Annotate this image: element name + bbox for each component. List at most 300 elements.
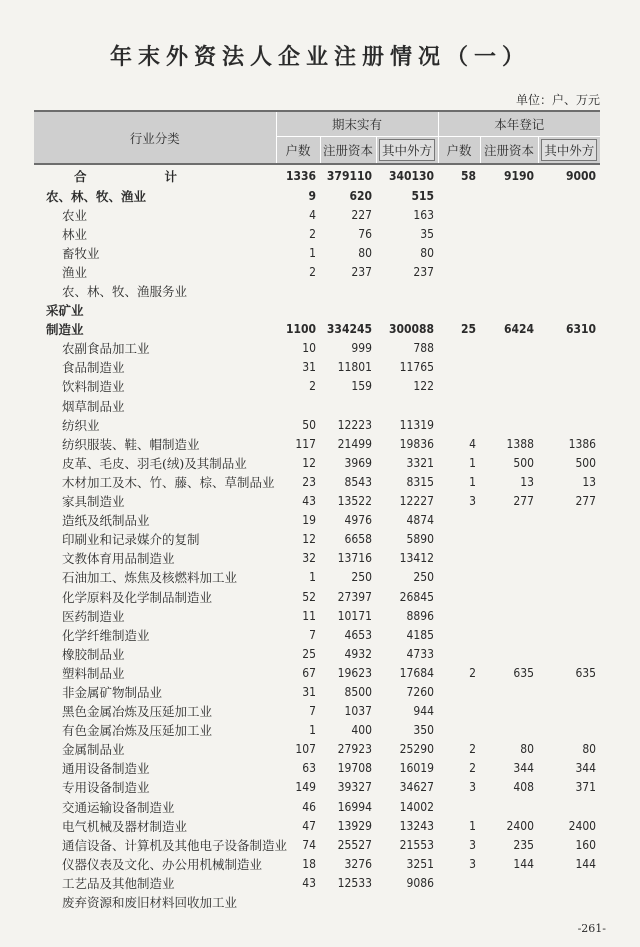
foreign-new-cell: 344: [575, 761, 597, 776]
foreign-new-cell: [538, 377, 600, 396]
capital-new-cell: [480, 606, 538, 625]
industry-name: 农、林、牧、渔服务业: [62, 284, 188, 300]
industry-name: 造纸及纸制品业: [62, 513, 150, 529]
households-new-cell: [438, 702, 480, 721]
capital-new-cell: 1388: [506, 436, 535, 451]
capital-new-cell: 9190: [503, 168, 535, 183]
table-row: [34, 281, 600, 300]
industry-name: 橡胶制品业: [62, 646, 125, 662]
header-this-year: 本年登记: [438, 111, 600, 137]
households-new-cell: [438, 243, 480, 262]
table-row: [34, 472, 600, 491]
registration-table: [34, 110, 600, 912]
header-period-end: 期末实有: [276, 111, 438, 137]
households-new-cell: [438, 262, 480, 281]
foreign-end-cell: 5890: [406, 532, 435, 547]
capital-end-cell: [320, 396, 376, 415]
foreign-new-cell: [538, 625, 600, 644]
foreign-new-cell: 635: [575, 665, 597, 680]
capital-end-cell: 227: [351, 207, 372, 222]
households-new-cell: 3: [469, 494, 477, 509]
industry-name: 皮革、毛皮、羽毛(绒)及其制品业: [62, 455, 247, 471]
industry-name: 金属制品业: [62, 742, 125, 758]
header-industry: 行业分类: [34, 111, 276, 164]
table-row: [34, 453, 600, 472]
capital-new-cell: [480, 281, 538, 300]
capital-end-cell: 76: [358, 226, 372, 241]
households-new-cell: 1: [469, 455, 477, 470]
foreign-new-cell: [538, 281, 600, 300]
foreign-new-cell: [538, 530, 600, 549]
foreign-new-cell: 371: [575, 780, 597, 795]
foreign-end-cell: 300088: [388, 322, 435, 337]
households-new-cell: 2: [469, 665, 477, 680]
foreign-end-cell: 8896: [406, 608, 435, 623]
foreign-end-cell: 26845: [399, 589, 435, 604]
capital-new-cell: [480, 549, 538, 568]
table-row: [34, 587, 600, 606]
capital-end-cell: 4932: [344, 646, 372, 661]
households-new-cell: 3: [469, 837, 477, 852]
page-title: 年末外资法人企业注册情况（一）: [109, 44, 530, 70]
header-households-1: 户数: [276, 137, 320, 165]
foreign-end-cell: 4874: [406, 513, 435, 528]
capital-end-cell: 19623: [337, 665, 372, 680]
table-row: [34, 702, 600, 721]
households-end-cell: 63: [302, 761, 316, 776]
industry-name: 化学纤维制造业: [62, 627, 150, 643]
industry-name: 合 计: [74, 168, 178, 184]
capital-new-cell: [480, 205, 538, 224]
capital-end-cell: 27397: [337, 589, 372, 604]
capital-end-cell: 13716: [337, 551, 372, 566]
capital-new-cell: [480, 530, 538, 549]
foreign-new-cell: [538, 511, 600, 530]
households-end-cell: 2: [309, 226, 316, 241]
foreign-end-cell: 944: [413, 704, 435, 719]
capital-new-cell: [480, 568, 538, 587]
foreign-end-cell: 34627: [399, 780, 435, 795]
capital-new-cell: [480, 339, 538, 358]
households-end-cell: 1336: [285, 168, 316, 183]
capital-new-cell: 500: [513, 455, 535, 470]
foreign-new-cell: 13: [582, 474, 597, 489]
table-row: [34, 377, 600, 396]
households-end-cell: 2: [309, 264, 316, 279]
industry-name: 非金属矿物制品业: [62, 684, 163, 700]
foreign-new-cell: [538, 892, 600, 911]
capital-new-cell: 2400: [506, 818, 535, 833]
households-new-cell: [438, 339, 480, 358]
capital-new-cell: [480, 377, 538, 396]
foreign-end-cell: 21553: [399, 837, 435, 852]
foreign-new-cell: [538, 396, 600, 415]
capital-new-cell: 6424: [503, 322, 535, 337]
foreign-new-cell: [538, 415, 600, 434]
industry-name: 通信设备、计算机及其他电子设备制造业: [62, 837, 288, 853]
capital-end-cell: [320, 892, 376, 911]
households-new-cell: [438, 721, 480, 740]
foreign-end-cell: 13243: [399, 818, 435, 833]
foreign-end-cell: 250: [413, 570, 435, 585]
capital-new-cell: [480, 186, 538, 205]
foreign-end-cell: 340130: [388, 168, 435, 183]
foreign-end-cell: [376, 281, 438, 300]
capital-end-cell: 21499: [337, 436, 372, 451]
capital-end-cell: 12533: [337, 875, 372, 890]
industry-name: 农业: [62, 207, 88, 223]
households-new-cell: 2: [469, 761, 477, 776]
capital-end-cell: [320, 281, 376, 300]
capital-new-cell: [480, 721, 538, 740]
households-new-cell: [438, 511, 480, 530]
industry-name: 通用设备制造业: [62, 761, 150, 777]
foreign-new-cell: [538, 644, 600, 663]
header-households-2: 户数: [438, 137, 480, 165]
capital-new-cell: 344: [513, 761, 535, 776]
category-row: [34, 186, 600, 205]
households-end-cell: 32: [302, 551, 316, 566]
households-end-cell: 117: [295, 436, 316, 451]
foreign-new-cell: [538, 568, 600, 587]
table-row: [34, 759, 600, 778]
capital-new-cell: [480, 892, 538, 911]
foreign-new-cell: 80: [582, 742, 597, 757]
capital-end-cell: 25527: [337, 837, 372, 852]
foreign-end-cell: 19836: [399, 436, 435, 451]
foreign-new-cell: [538, 301, 600, 320]
capital-end-cell: 4976: [344, 513, 372, 528]
industry-name: 废弃资源和废旧材料回收加工业: [62, 895, 238, 911]
households-new-cell: [438, 682, 480, 701]
capital-new-cell: [480, 243, 538, 262]
capital-end-cell: 27923: [337, 742, 372, 757]
households-new-cell: [438, 892, 480, 911]
foreign-end-cell: 350: [413, 723, 435, 738]
households-end-cell: 149: [295, 780, 316, 795]
foreign-new-cell: 500: [575, 455, 597, 470]
category-row: [34, 320, 600, 339]
capital-new-cell: [480, 396, 538, 415]
capital-new-cell: [480, 224, 538, 243]
industry-name: 渔业: [62, 264, 88, 280]
industry-name: 烟草制品业: [62, 398, 125, 414]
capital-new-cell: [480, 682, 538, 701]
page-number: -261-: [577, 922, 606, 935]
table-row: [34, 816, 600, 835]
capital-new-cell: [480, 301, 538, 320]
industry-name: 畜牧业: [62, 245, 100, 261]
households-new-cell: [438, 205, 480, 224]
households-new-cell: [438, 606, 480, 625]
capital-new-cell: [480, 644, 538, 663]
households-end-cell: 10: [302, 341, 316, 356]
industry-name: 采矿业: [46, 303, 84, 319]
industry-name: 专用设备制造业: [62, 780, 150, 796]
households-new-cell: [438, 301, 480, 320]
foreign-end-cell: 122: [413, 379, 435, 394]
capital-end-cell: 13522: [337, 494, 372, 509]
foreign-end-cell: 35: [420, 226, 435, 241]
industry-name: 工艺品及其他制造业: [62, 875, 175, 891]
capital-new-cell: 144: [513, 856, 535, 871]
households-end-cell: 31: [302, 684, 316, 699]
foreign-end-cell: 237: [413, 264, 435, 279]
capital-end-cell: [320, 301, 376, 320]
foreign-new-cell: 277: [575, 494, 597, 509]
households-new-cell: 1: [469, 818, 477, 833]
households-end-cell: 25: [302, 646, 316, 661]
households-new-cell: [438, 281, 480, 300]
foreign-end-cell: 8315: [406, 474, 435, 489]
capital-end-cell: 6658: [344, 532, 372, 547]
foreign-end-cell: 11319: [399, 417, 435, 432]
industry-name: 农、林、牧、渔业: [46, 188, 147, 204]
households-end-cell: 12: [302, 532, 316, 547]
table-row: [34, 740, 600, 759]
capital-end-cell: 334245: [326, 322, 372, 337]
industry-name: 黑色金属冶炼及压延加工业: [62, 704, 213, 720]
industry-name: 化学原料及化学制品制造业: [62, 589, 213, 605]
foreign-new-cell: [538, 702, 600, 721]
households-end-cell: 18: [302, 856, 316, 871]
households-new-cell: [438, 396, 480, 415]
foreign-new-cell: [538, 587, 600, 606]
header-foreign-1: 其中外方: [376, 137, 438, 165]
table-row: [34, 205, 600, 224]
capital-end-cell: 8500: [344, 684, 372, 699]
table-row: [34, 492, 600, 511]
foreign-new-cell: 2400: [568, 818, 597, 833]
foreign-end-cell: [376, 892, 438, 911]
capital-end-cell: 10171: [337, 608, 372, 623]
foreign-end-cell: 16019: [399, 761, 435, 776]
foreign-new-cell: [538, 358, 600, 377]
capital-new-cell: [480, 873, 538, 892]
foreign-end-cell: 11765: [399, 360, 435, 375]
households-new-cell: 1: [469, 474, 477, 489]
capital-end-cell: 999: [351, 341, 372, 356]
households-new-cell: [438, 797, 480, 816]
capital-new-cell: [480, 262, 538, 281]
capital-new-cell: 408: [513, 780, 535, 795]
foreign-new-cell: [538, 682, 600, 701]
total-row: [34, 164, 600, 186]
header-capital-1: 注册资本: [320, 137, 376, 165]
households-end-cell: 1100: [285, 322, 316, 337]
foreign-end-cell: 14002: [399, 799, 435, 814]
households-end-cell: 31: [302, 360, 316, 375]
table-row: [34, 682, 600, 701]
foreign-new-cell: 1386: [568, 436, 597, 451]
foreign-end-cell: [376, 301, 438, 320]
foreign-end-cell: 4185: [406, 627, 435, 642]
capital-end-cell: 1037: [344, 704, 372, 719]
industry-name: 交通运输设备制造业: [62, 799, 175, 815]
table-row: [34, 415, 600, 434]
foreign-new-cell: 160: [575, 837, 597, 852]
households-end-cell: 9: [308, 188, 316, 203]
table-row: [34, 778, 600, 797]
foreign-end-cell: 4733: [406, 646, 435, 661]
table-row: [34, 549, 600, 568]
households-new-cell: 3: [469, 856, 477, 871]
foreign-new-cell: [538, 797, 600, 816]
households-new-cell: [438, 549, 480, 568]
households-new-cell: 3: [469, 780, 477, 795]
industry-name: 医药制造业: [62, 608, 125, 624]
foreign-end-cell: 17684: [399, 665, 435, 680]
households-end-cell: [276, 281, 320, 300]
households-new-cell: [438, 873, 480, 892]
households-end-cell: 1: [309, 245, 316, 260]
foreign-new-cell: [538, 606, 600, 625]
industry-name: 纺织业: [62, 417, 100, 433]
capital-new-cell: [480, 797, 538, 816]
foreign-end-cell: 3251: [406, 856, 435, 871]
capital-new-cell: 635: [513, 665, 535, 680]
households-new-cell: 2: [469, 742, 477, 757]
capital-new-cell: [480, 702, 538, 721]
foreign-new-cell: 144: [575, 856, 597, 871]
table-row: [34, 358, 600, 377]
capital-end-cell: 80: [358, 245, 372, 260]
foreign-end-cell: 3321: [406, 455, 435, 470]
households-new-cell: [438, 224, 480, 243]
households-end-cell: 12: [302, 455, 316, 470]
households-end-cell: 1: [309, 570, 316, 585]
table-row: [34, 835, 600, 854]
industry-name: 木材加工及木、竹、藤、棕、草制品业: [62, 474, 275, 490]
capital-end-cell: 250: [351, 570, 372, 585]
capital-end-cell: 12223: [337, 417, 372, 432]
foreign-new-cell: [538, 873, 600, 892]
foreign-end-cell: 515: [411, 188, 435, 203]
foreign-new-cell: [538, 224, 600, 243]
table-row: [34, 644, 600, 663]
industry-name: 文教体育用品制造业: [62, 551, 175, 567]
header-capital-2: 注册资本: [480, 137, 538, 165]
table-row: [34, 625, 600, 644]
capital-new-cell: 13: [520, 474, 535, 489]
foreign-end-cell: 7260: [406, 684, 435, 699]
households-end-cell: 43: [302, 875, 316, 890]
households-end-cell: 7: [309, 704, 316, 719]
households-new-cell: [438, 377, 480, 396]
households-end-cell: [276, 301, 320, 320]
foreign-end-cell: 13412: [399, 551, 435, 566]
table-row: [34, 434, 600, 453]
capital-end-cell: 11801: [337, 360, 372, 375]
category-row: [34, 301, 600, 320]
foreign-new-cell: [538, 205, 600, 224]
foreign-end-cell: 12227: [399, 494, 435, 509]
foreign-end-cell: [376, 396, 438, 415]
industry-name: 有色金属冶炼及压延加工业: [62, 723, 213, 739]
capital-end-cell: 39327: [337, 780, 372, 795]
industry-name: 农副食品加工业: [62, 341, 150, 357]
households-end-cell: [276, 892, 320, 911]
table-row: [34, 721, 600, 740]
households-new-cell: 4: [469, 436, 477, 451]
capital-new-cell: [480, 511, 538, 530]
households-new-cell: 58: [460, 168, 477, 183]
households-end-cell: 67: [302, 665, 316, 680]
industry-name: 家具制造业: [62, 494, 125, 510]
capital-end-cell: 400: [351, 723, 372, 738]
capital-end-cell: 620: [349, 188, 372, 203]
foreign-new-cell: [538, 721, 600, 740]
industry-name: 食品制造业: [62, 360, 125, 376]
households-end-cell: 2: [309, 379, 316, 394]
households-new-cell: [438, 415, 480, 434]
industry-name: 纺织服装、鞋、帽制造业: [62, 436, 200, 452]
foreign-new-cell: [538, 186, 600, 205]
unit-label: 单位：户、万元: [515, 93, 600, 107]
table-row: [34, 339, 600, 358]
households-new-cell: [438, 358, 480, 377]
households-end-cell: [276, 396, 320, 415]
table-row: [34, 606, 600, 625]
table-row: [34, 873, 600, 892]
industry-name: 仪器仪表及文化、办公用机械制造业: [62, 856, 263, 872]
capital-end-cell: 16994: [337, 799, 372, 814]
table-row: [34, 892, 600, 911]
foreign-end-cell: 788: [413, 341, 435, 356]
foreign-new-cell: 6310: [566, 322, 597, 337]
foreign-end-cell: 25290: [399, 742, 435, 757]
capital-end-cell: 379110: [326, 168, 372, 183]
capital-new-cell: [480, 587, 538, 606]
capital-new-cell: 235: [513, 837, 535, 852]
table-row: [34, 224, 600, 243]
capital-end-cell: 4653: [344, 627, 372, 642]
households-end-cell: 4: [309, 207, 316, 222]
households-end-cell: 47: [302, 818, 316, 833]
capital-new-cell: 277: [513, 494, 535, 509]
households-new-cell: 25: [460, 322, 477, 337]
households-end-cell: 19: [302, 513, 316, 528]
households-new-cell: [438, 530, 480, 549]
table-row: [34, 797, 600, 816]
capital-end-cell: 159: [351, 379, 372, 394]
capital-end-cell: 8543: [344, 474, 372, 489]
foreign-new-cell: [538, 262, 600, 281]
foreign-end-cell: 9086: [406, 875, 435, 890]
households-end-cell: 46: [302, 799, 316, 814]
table-row: [34, 854, 600, 873]
table-row: [34, 511, 600, 530]
households-end-cell: 107: [295, 742, 316, 757]
households-new-cell: [438, 625, 480, 644]
capital-new-cell: 80: [520, 742, 535, 757]
capital-end-cell: 3969: [344, 455, 372, 470]
capital-new-cell: [480, 625, 538, 644]
capital-end-cell: 13929: [337, 818, 372, 833]
households-end-cell: 23: [302, 474, 316, 489]
capital-new-cell: [480, 415, 538, 434]
industry-name: 电气机械及器材制造业: [62, 818, 188, 834]
households-new-cell: [438, 568, 480, 587]
foreign-new-cell: 9000: [566, 168, 597, 183]
households-end-cell: 1: [309, 723, 316, 738]
households-new-cell: [438, 186, 480, 205]
households-new-cell: [438, 587, 480, 606]
households-new-cell: [438, 644, 480, 663]
households-end-cell: 7: [309, 627, 316, 642]
foreign-new-cell: [538, 243, 600, 262]
industry-name: 林业: [62, 226, 88, 242]
